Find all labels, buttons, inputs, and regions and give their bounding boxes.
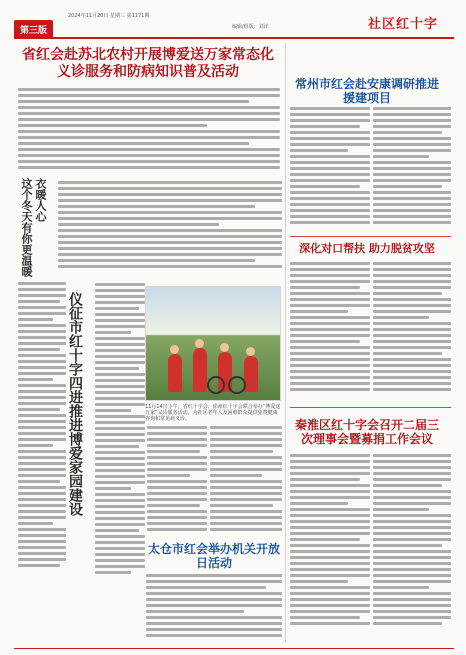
newspaper-brand: 社区红十字 <box>367 17 438 32</box>
taicang-article-body <box>146 574 282 642</box>
qinhuai-article-headline: 秦淮区红十字会召开二届三次理事会暨募捐工作会议 <box>294 418 439 446</box>
photo-caption: 11月14日下午，省红十字会、徐州红十字会联合举办“博爱送万家”义诊服务活动，为社区老年人及困难群众提供免费健康咨询和常见病义诊。 <box>145 404 281 422</box>
right-column-separator <box>285 43 286 642</box>
poverty-aid-left-column-body <box>290 262 370 404</box>
right-bottom-divider <box>290 407 451 408</box>
main-article-body <box>18 88 280 180</box>
left-side-vertical-headline: 仪征市红十字四进推进博爱家园建设 <box>67 292 83 516</box>
left-feature-body <box>58 181 282 281</box>
wheelchair-wheel-icon <box>207 376 225 394</box>
changzhou-left-column-body <box>290 107 370 235</box>
qinhuai-right-column-body <box>373 454 451 642</box>
right-section-divider <box>290 236 451 237</box>
volunteer-figure <box>193 348 207 392</box>
wheelchair-wheel-icon <box>228 376 246 394</box>
section-editor: 编辑/组版：刘洋 <box>232 24 269 30</box>
left-side-column-body <box>18 282 66 642</box>
poverty-aid-right-column-body <box>373 262 451 404</box>
left-middle-column-body <box>95 283 145 641</box>
middle-left-column-body <box>147 426 207 542</box>
changzhou-article-headline: 常州市红会赴安康调研推进援建项目 <box>294 77 439 105</box>
changzhou-right-column-body <box>373 107 451 235</box>
poverty-aid-article-headline: 深化对口帮扶 助力脱贫攻坚 <box>299 242 435 255</box>
taicang-article-headline: 太仓市红会举办机关开放日活动 <box>147 542 280 570</box>
volunteer-figure <box>244 356 258 392</box>
left-feature-vertical-title: 这个冬天有你更温暖 <box>20 178 33 277</box>
volunteer-figure <box>168 354 182 392</box>
qinhuai-left-column-body <box>290 454 370 642</box>
top-red-rule <box>14 37 454 39</box>
page-number-label: 第三版 <box>14 20 53 39</box>
volunteer-service-photo <box>145 286 281 401</box>
middle-right-column-body <box>210 426 282 542</box>
main-headline: 省红会赴苏北农村开展博爱送万家常态化义诊服务和防病知识普及活动 <box>22 47 274 80</box>
issue-info: 2024年11月20日 星期三 第1171期 <box>68 13 150 19</box>
left-feature-vertical-subtitle: 衣暖人心 <box>34 178 47 222</box>
bottom-red-rule <box>14 648 454 649</box>
